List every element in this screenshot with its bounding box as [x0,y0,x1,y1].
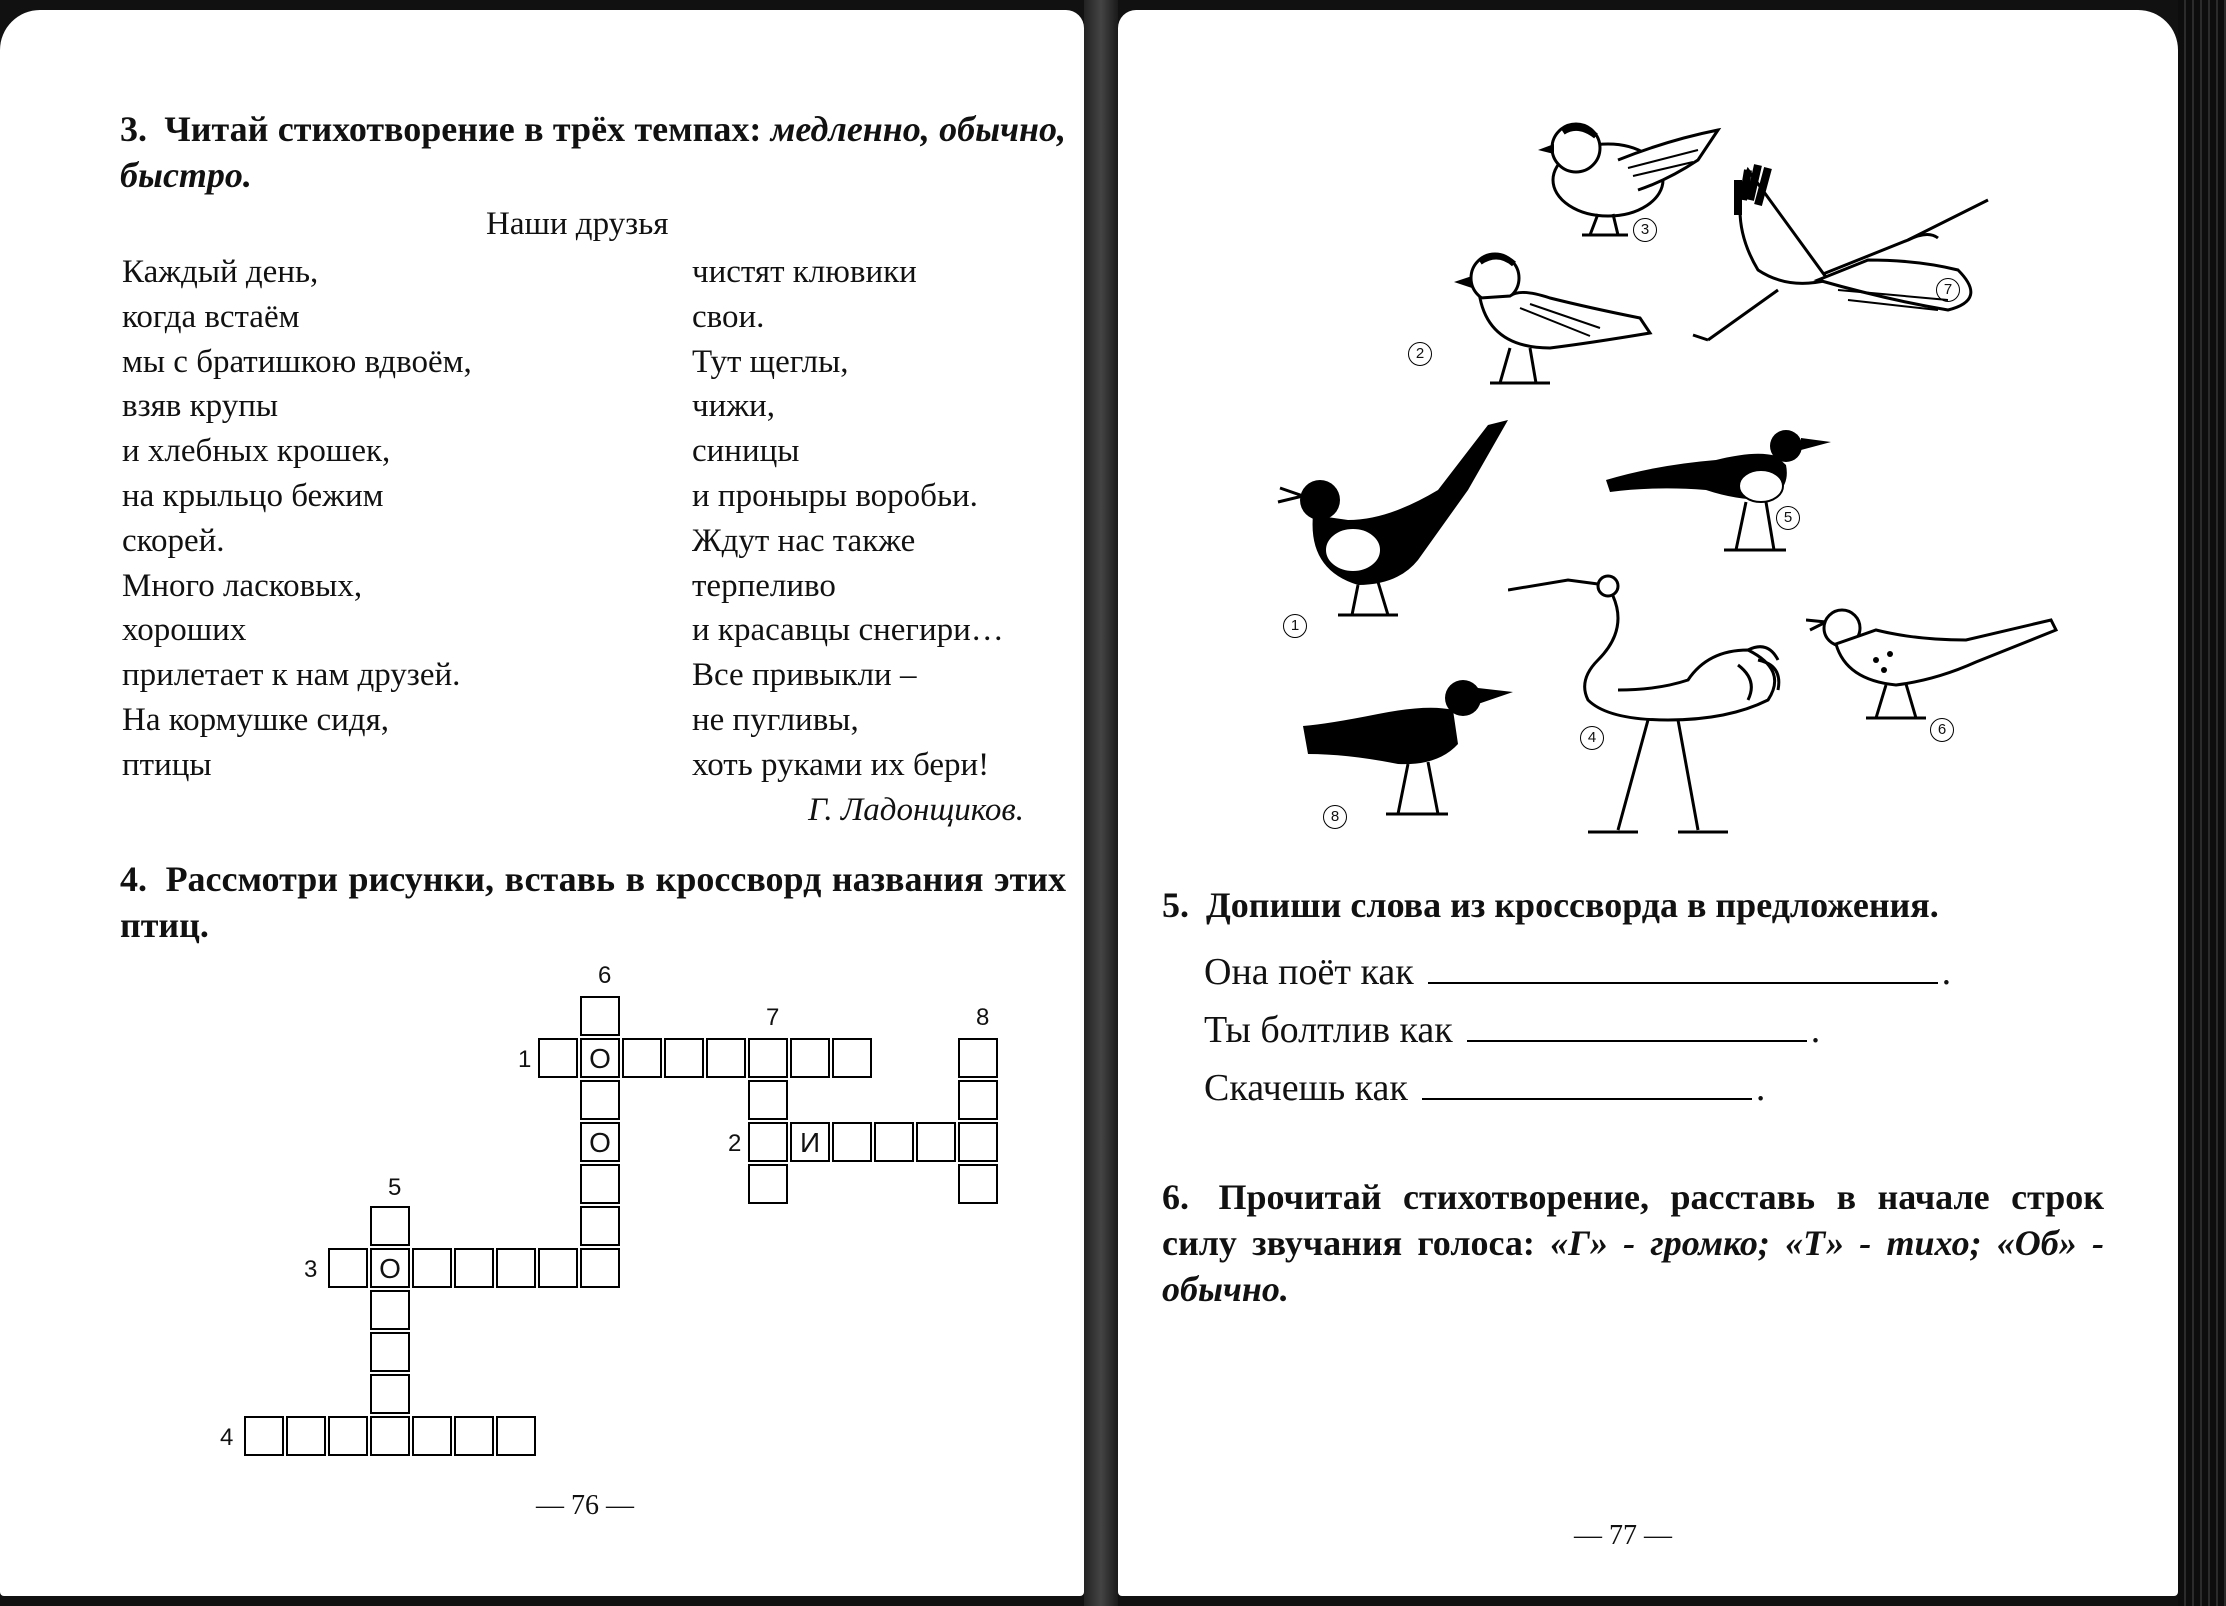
poem-column-2 [692,250,1004,788]
sentence-3-blank[interactable] [1422,1062,1752,1100]
poem-title: Наши друзья [486,206,669,242]
task-4-text: Рассмотри рисунки, вставь в кроссворд названия этих птиц. [120,859,1066,945]
task-4-number: 4. [120,859,147,899]
crossword-cell[interactable] [580,996,620,1036]
task-5-number: 5. [1162,885,1189,925]
crossword-cell[interactable] [538,1038,578,1078]
crossword-clue-number: 7 [766,1004,780,1031]
poem-line: мы с братишкою вдвоём, [122,343,472,380]
task-4 [120,856,1066,948]
crossword-cell[interactable] [958,1080,998,1120]
bird-8-crow-illustration [1298,674,1518,824]
bird-6-thrush-illustration [1806,600,2066,730]
crossword-cell[interactable] [958,1122,998,1162]
poem-line: Много ласковых, [122,567,363,604]
crossword-cell[interactable] [958,1038,998,1078]
crossword-clue-number: 3 [304,1256,318,1283]
bird-4-number: 4 [1580,726,1604,750]
crossword-cell[interactable]: О [580,1122,620,1162]
bird-2-number: 2 [1408,342,1432,366]
crossword-cell[interactable] [454,1248,494,1288]
poem-author: Г. Ладонщиков. [808,792,1024,828]
crossword-cell[interactable] [454,1416,494,1456]
poem-line: когда встаём [122,298,300,335]
crossword-cell[interactable] [916,1122,956,1162]
crossword-cell[interactable] [244,1416,284,1456]
sentence-1-period: . [1941,951,1952,993]
poem-line: прилетает к нам друзей. [122,657,461,694]
crossword-cell[interactable] [370,1416,410,1456]
task-3 [120,106,1066,198]
page-number-left: — 76 — [536,1490,634,1521]
page-number-right: — 77 — [1574,1520,1672,1551]
poem-line: чижи, [692,388,775,425]
task-6-text: Прочитай стихотворение, расставь в начале строк силу звучания голоса: [1162,1177,2105,1263]
task-5-text: Допиши слова из кроссворда в предложения. [1206,885,1939,925]
crossword-cell[interactable] [412,1248,452,1288]
poem-line: Тут щеглы, [692,343,849,380]
task-3-text: Читай стихотворение в трёх темпах: [164,109,762,149]
crossword-cell[interactable] [664,1038,704,1078]
poem-line: и проныры воробьи. [692,477,978,514]
crossword-cell[interactable] [328,1416,368,1456]
crossword-clue-number: 6 [598,962,612,989]
task-3-tempos: медленно, обычно, быстро. [120,109,1066,195]
crossword-cell[interactable] [748,1164,788,1204]
crossword-cell[interactable]: О [580,1038,620,1078]
sentence-1-blank[interactable] [1428,946,1938,984]
crossword-cell[interactable] [706,1038,746,1078]
crossword-clue-number: 4 [220,1424,234,1451]
poem-line: хоть руками их бери! [692,746,990,783]
bird-5-number: 5 [1776,506,1800,530]
crossword-cell[interactable] [370,1290,410,1330]
sentence-1-text: Она поёт как [1204,951,1414,993]
crossword-cell[interactable] [328,1248,368,1288]
bird-2-sparrow-illustration [1440,238,1660,398]
crossword-cell[interactable] [370,1332,410,1372]
sentence-1 [1204,946,1951,994]
bird-1-magpie-illustration [1268,410,1528,630]
crossword-cell[interactable]: И [790,1122,830,1162]
right-page [1118,10,2178,1596]
task-6-number: 6. [1162,1177,1189,1217]
bird-6-number: 6 [1930,718,1954,742]
poem-line: Ждут нас также [692,522,916,559]
poem-line: и хлебных крошек, [122,433,391,470]
crossword-clue-number: 2 [728,1130,742,1157]
crossword-cell[interactable] [580,1206,620,1246]
poem-line: свои. [692,298,765,335]
crossword-cell[interactable] [622,1038,662,1078]
poem-line: хороших [122,612,247,649]
poem-line: Все привыкли – [692,657,917,694]
poem-line: терпеливо [692,567,836,604]
poem-line: скорей. [122,522,225,559]
poem-line: не пугливы, [692,701,859,738]
crossword-cell[interactable] [580,1248,620,1288]
task-3-number: 3. [120,109,147,149]
poem-line: чистят клювики [692,254,917,290]
task-5 [1162,882,2142,928]
bird-5-magpie-illustration [1596,420,1836,570]
bird-7-number: 7 [1936,278,1960,302]
crossword-cell[interactable] [370,1374,410,1414]
poem-line: Каждый день, [122,254,319,290]
sentence-2-period: . [1810,1009,1821,1051]
crossword-cell[interactable] [748,1080,788,1120]
poem-line: на крыльцо бежим [122,477,384,514]
task-6 [1162,1174,2104,1312]
sentence-2-blank[interactable] [1467,1004,1807,1042]
bird-8-number: 8 [1323,805,1347,829]
crossword-cell[interactable] [580,1080,620,1120]
poem-line: синицы [692,433,800,470]
bird-7-stork-illustration [1688,160,2018,370]
sentence-2-text: Ты болтлив как [1204,1009,1453,1051]
sentence-3-text: Скачешь как [1204,1067,1408,1109]
crossword-cell[interactable] [370,1206,410,1246]
poem-column-1 [122,250,472,788]
crossword-cell[interactable] [580,1164,620,1204]
book-spine [1084,0,1118,1606]
page-edges [2178,0,2226,1606]
crossword-clue-number: 1 [518,1046,532,1073]
sentence-3 [1204,1062,1765,1110]
crossword-cell[interactable] [958,1164,998,1204]
left-page [0,10,1084,1596]
crossword-cell[interactable] [832,1038,872,1078]
poem-line: птицы [122,746,212,783]
crossword-cell[interactable] [538,1248,578,1288]
crossword-cell[interactable] [832,1122,872,1162]
poem-line: и красавцы снегири… [692,612,1004,649]
crossword-clue-number: 8 [976,1004,990,1031]
poem-line: На кормушке сидя, [122,701,390,738]
crossword-clue-number: 5 [388,1174,402,1201]
crossword-cell[interactable] [286,1416,326,1456]
crossword-cell[interactable] [748,1122,788,1162]
crossword-cell[interactable]: О [370,1248,410,1288]
bird-1-number: 1 [1283,614,1307,638]
crossword-cell[interactable] [496,1416,536,1456]
poem-line: взяв крупы [122,388,279,425]
crossword-cell[interactable] [496,1248,536,1288]
crossword-cell[interactable] [790,1038,830,1078]
bird-3-number: 3 [1633,218,1657,242]
crossword-cell[interactable] [748,1038,788,1078]
crossword-cell[interactable] [412,1416,452,1456]
sentence-2 [1204,1004,1820,1052]
bird-4-heron-illustration [1508,570,1798,850]
task-6-legend: «Г» - громко; «Т» - тихо; «Об» - обычно. [1162,1223,2104,1309]
sentence-3-period: . [1755,1067,1766,1109]
crossword-cell[interactable] [874,1122,914,1162]
